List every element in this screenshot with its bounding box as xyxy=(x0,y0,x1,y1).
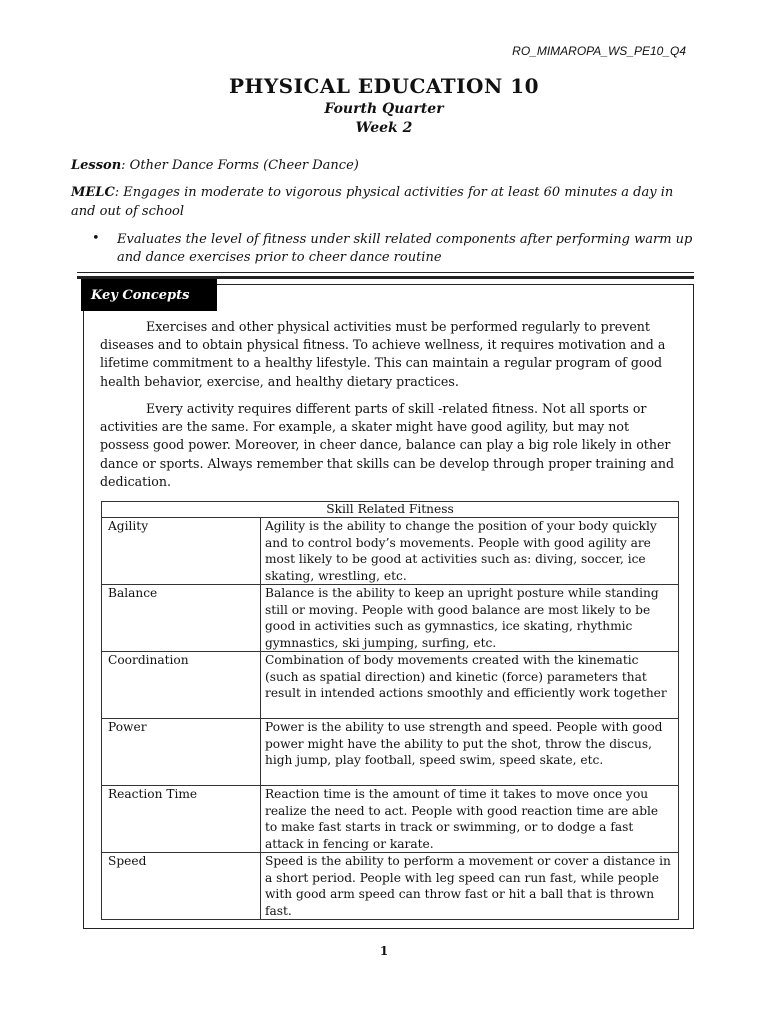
melc-line xyxy=(71,183,691,221)
key-concepts-label: Key Concepts xyxy=(81,279,217,311)
table-row xyxy=(102,518,679,585)
page-number: 1 xyxy=(379,944,389,958)
table-heading: Skill Related Fitness xyxy=(102,502,679,518)
lesson-line xyxy=(71,158,359,173)
skill-name: Power xyxy=(102,719,261,786)
table-row xyxy=(102,786,679,853)
table-row xyxy=(102,853,679,920)
paragraph-1 xyxy=(100,318,676,391)
skill-description: Power is the ability to use strength and speed. People with good power might have the ability to put the shot, throw the discus, high jump, play football, speed swim, speed skate, etc. xyxy=(261,719,679,786)
paragraph-2-text: Every activity requires different parts of skill -related fitness. Not all sports or activities are the same. For example, a skater might have good agility, but may not possess good power. Moreover, in cheer dance, balance can play a big role likely in other dance or sports. Always remember that skills can be develop through proper training and dedication. xyxy=(100,401,675,489)
competency-text: Evaluates the level of fitness under skill related components after performing warm up and dance exercises prior to cheer dance routine xyxy=(117,232,693,265)
paragraph-2 xyxy=(100,400,676,491)
page-title: PHYSICAL EDUCATION 10 xyxy=(228,74,540,98)
table-row xyxy=(102,585,679,652)
skill-name: Agility xyxy=(102,518,261,585)
melc-text: : Engages in moderate to vigorous physical activities for at least 60 minutes a day in and out of school xyxy=(71,185,674,219)
melc-label: MELC xyxy=(71,185,115,200)
skill-name: Balance xyxy=(102,585,261,652)
skill-description: Speed is the ability to perform a movement or cover a distance in a short period. People with leg speed can run fast, while people with good arm speed can throw fast or hit a ball that is thrown fast. xyxy=(261,853,679,920)
skill-description: Reaction time is the amount of time it takes to move once you realize the need to act. People with good reaction time are able to make fast starts in track or swimming, or to dodge a fast attack in fencing or karate. xyxy=(261,786,679,853)
skill-description: Agility is the ability to change the position of your body quickly and to control body’s movements. People with good agility are most likely to be good at activities such as: diving, soccer, ice skating, wrestling, etc. xyxy=(261,518,679,585)
skill-name: Reaction Time xyxy=(102,786,261,853)
skill-description: Balance is the ability to keep an upright posture while standing still or moving. People with good balance are most likely to be good in activities such as gymnastics, ice skating, rhythmic gymnastics, ski jumping, surfing, etc. xyxy=(261,585,679,652)
table-row xyxy=(102,652,679,719)
document-code: RO_MIMAROPA_WS_PE10_Q4 xyxy=(512,44,686,58)
lesson-text: : Other Dance Forms (Cheer Dance) xyxy=(121,158,359,173)
divider-thin xyxy=(77,272,694,273)
skill-related-fitness-table xyxy=(101,501,679,920)
skill-name: Speed xyxy=(102,853,261,920)
quarter-subtitle: Fourth Quarter xyxy=(324,101,444,117)
lesson-label: Lesson xyxy=(71,158,122,173)
skill-name: Coordination xyxy=(102,652,261,719)
skill-description: Combination of body movements created with the kinematic (such as spatial direction) and kinetic (force) parameters that result in intended actions smoothly and efficiently work together xyxy=(261,652,679,719)
bullet-icon: • xyxy=(92,231,100,246)
paragraph-1-text: Exercises and other physical activities must be performed regularly to prevent diseases and to obtain physical fitness. To achieve wellness, it requires motivation and a lifetime commitment to a healthy lifestyle. This can maintain a regular program of good health behavior, exercise, and healthy dietary practices. xyxy=(100,319,666,389)
table-row xyxy=(102,719,679,786)
week-subtitle: Week 2 xyxy=(355,120,413,136)
